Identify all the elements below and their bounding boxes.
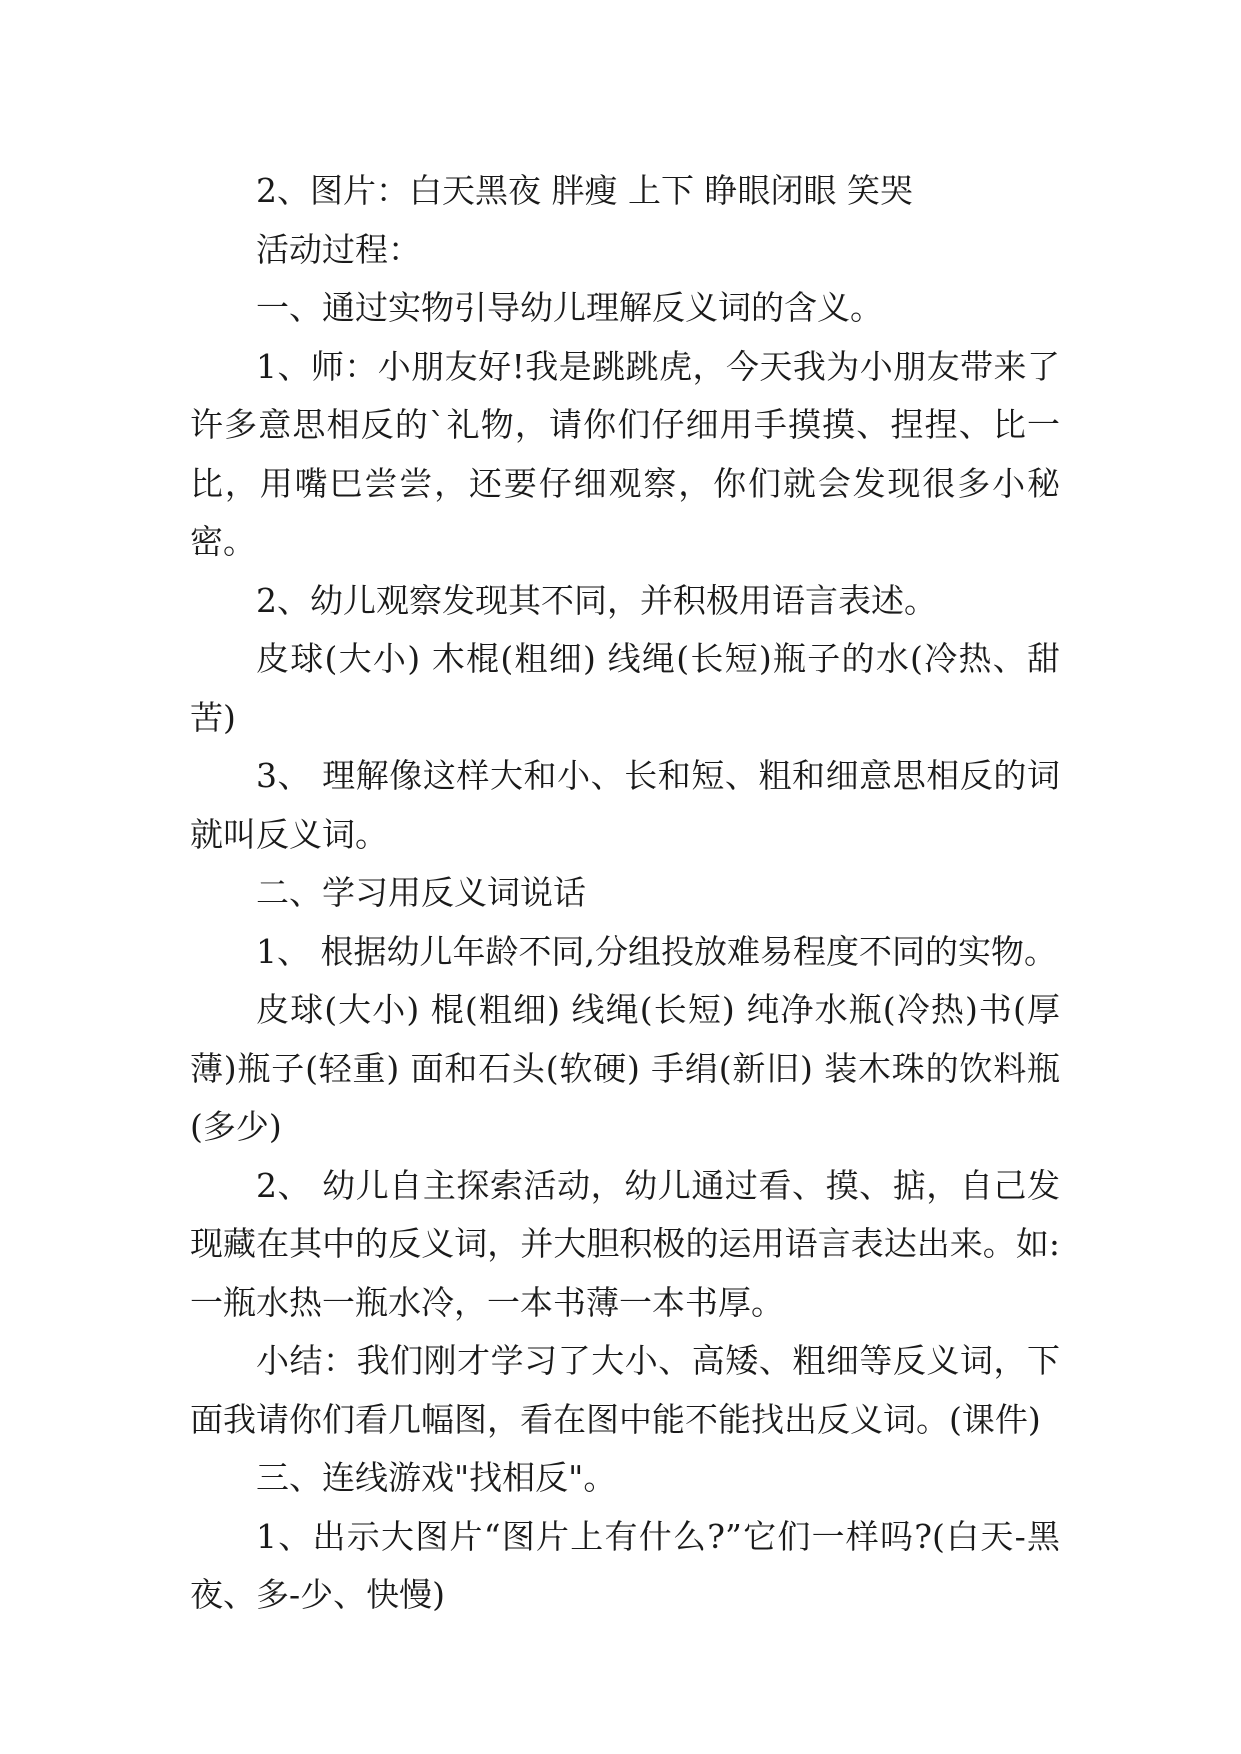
paragraph-section-two-heading: 二、学习用反义词说话 [256,873,586,912]
paragraph-section-three-heading: 三、连线游戏"找相反"。 [256,1458,617,1497]
paragraph-children-observe: 2、幼儿观察发现其不同，并积极用语言表述。 [256,580,937,620]
paragraph-teacher-intro: 1、师：小朋友好!我是跳跳虎，今天我为小朋友带来了许多意思相反的`礼物，请你们仔细用手摸摸、捏捏、比一比，用嘴巴尝尝，还要仔细观察，你们就会发现很多小秘密。 [190,346,1060,561]
paragraph-group-placement: 1、 根据幼儿年龄不同,分组投放难易程度不同的实物。 [256,931,1057,971]
document-body [190,162,1060,1625]
paragraph-objects-list-two: 皮球(大小) 棍(粗细) 线绳(长短) 纯净水瓶(冷热)书(厚薄)瓶子(轻重) 面和石头(软硬) 手绢(新旧) 装木珠的饮料瓶(多少) [190,990,1060,1146]
paragraph-section-one-heading: 一、通过实物引导幼儿理解反义词的含义。 [256,288,883,327]
paragraph-materials-pictures: 2、图片：白天黑夜 胖瘦 上下 睁眼闭眼 笑哭 [256,171,913,210]
paragraph-objects-list-one: 皮球(大小) 木棍(粗细) 线绳(长短)瓶子的水(冷热、甜苦) [190,639,1060,737]
paragraph-show-picture: 1、出示大图片“图片上有什么?”它们一样吗?(白天-黑夜、多-少、快慢) [190,1516,1060,1614]
paragraph-self-exploration: 2、 幼儿自主探索活动，幼儿通过看、摸、掂，自己发现藏在其中的反义词，并大胆积极的运用语言表达出来。如:一瓶水热一瓶水冷，一本书薄一本书厚。 [190,1165,1060,1322]
paragraph-activity-process: 活动过程： [256,229,421,269]
paragraph-summary: 小结：我们刚才学习了大小、高矮、粗细等反义词，下面我请你们看几幅图，看在图中能不能找出反义词。(课件) [190,1341,1060,1439]
paragraph-understand-antonyms: 3、 理解像这样大和小、长和短、粗和细意思相反的词就叫反义词。 [190,756,1060,854]
